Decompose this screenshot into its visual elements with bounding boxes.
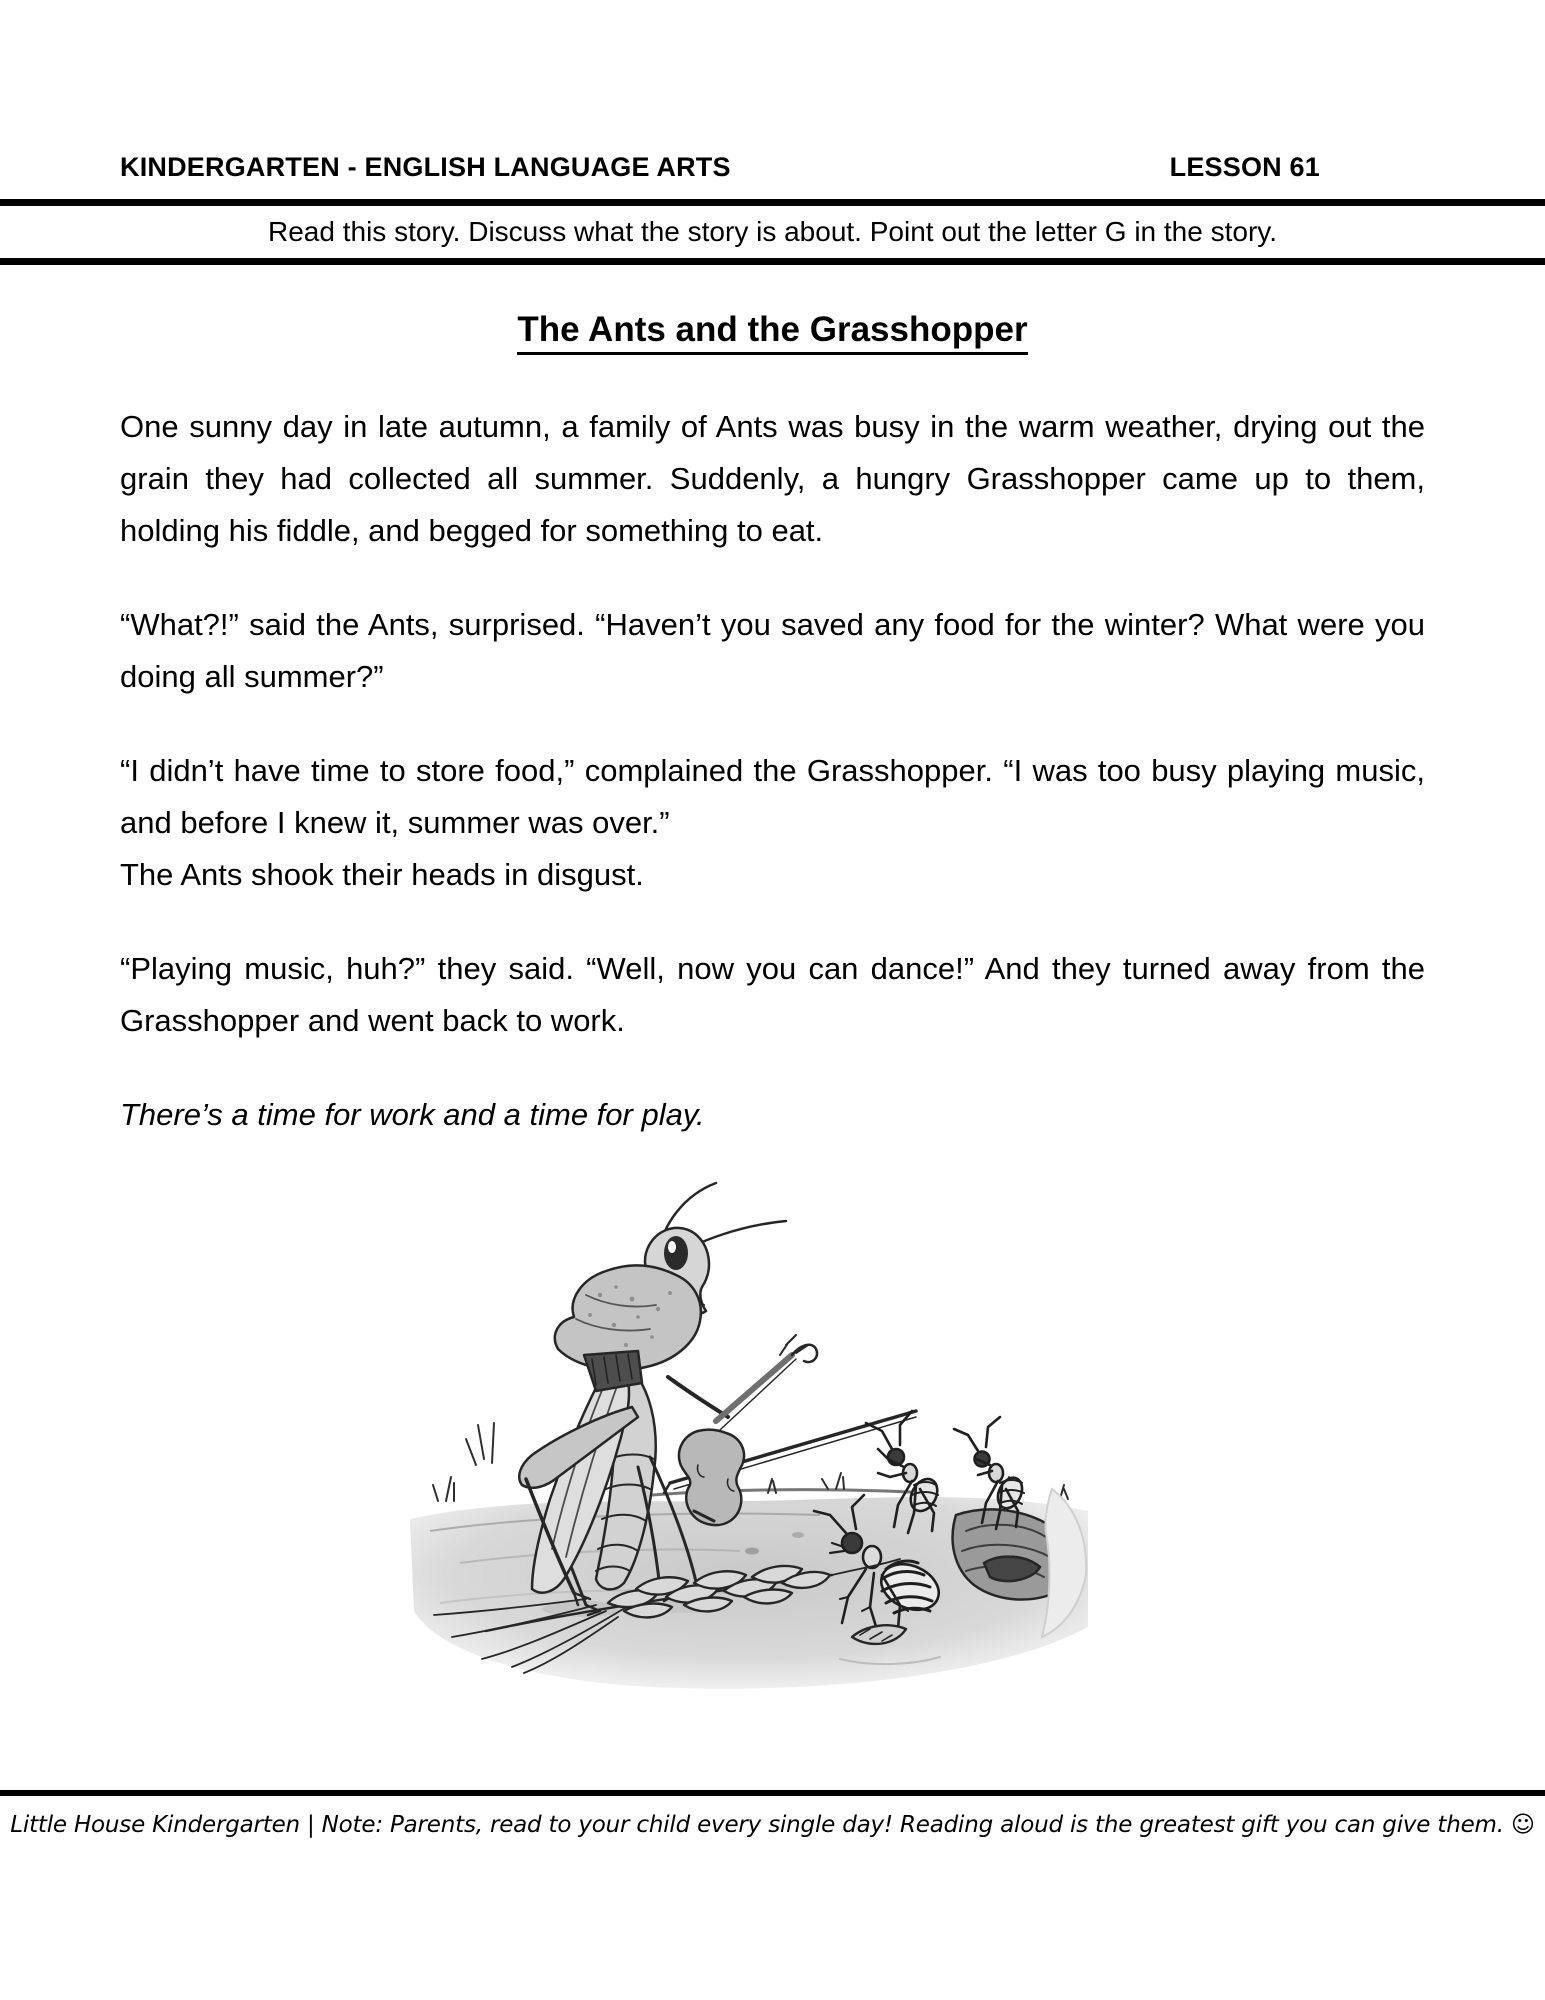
story-paragraph-3: “I didn’t have time to store food,” complained the Grasshopper. “I was too busy playing music, and before I knew it, summer was over.”	[120, 753, 1425, 840]
fiddle	[678, 1335, 816, 1525]
lesson-number: LESSON 61	[1169, 152, 1320, 182]
story-illustration	[400, 1159, 1090, 1699]
page-footer	[0, 1790, 1545, 1838]
story-paragraph-1: One sunny day in late autumn, a family of Ants was busy in the warm weather, drying out the grain they had collected all summer. Suddenly, a hungry Grasshopper came up to them, holding his fiddle, and begged for something to eat.	[120, 409, 1425, 548]
top-divider	[0, 199, 1545, 206]
story-moral: There’s a time for work and a time for play.	[120, 1097, 705, 1132]
story-paragraph-2: “What?!” said the Ants, surprised. “Haven’t you saved any food for the winter? What were you doing all summer?”	[120, 607, 1425, 694]
footer-divider	[0, 1790, 1545, 1796]
page-header	[0, 152, 1545, 182]
instruction-text: Read this story. Discuss what the story is about. Point out the letter G in the story.	[268, 216, 1277, 247]
footer-note: Little House Kindergarten | Note: Parents, read to your child every single day! Reading aloud is the greatest gift you can give them. ☺	[10, 1812, 1535, 1838]
grasshopper-and-ants-drawing	[400, 1159, 1090, 1699]
story-content	[0, 309, 1545, 1699]
story-paragraph-4: The Ants shook their heads in disgust.	[120, 857, 644, 892]
instruction-divider	[0, 258, 1545, 265]
story-title: The Ants and the Grasshopper	[120, 309, 1425, 351]
story-paragraph-5: “Playing music, huh?” they said. “Well, now you can dance!” And they turned away from the Grasshopper and went back to work.	[120, 951, 1425, 1038]
course-title: KINDERGARTEN - ENGLISH LANGUAGE ARTS	[120, 152, 731, 182]
